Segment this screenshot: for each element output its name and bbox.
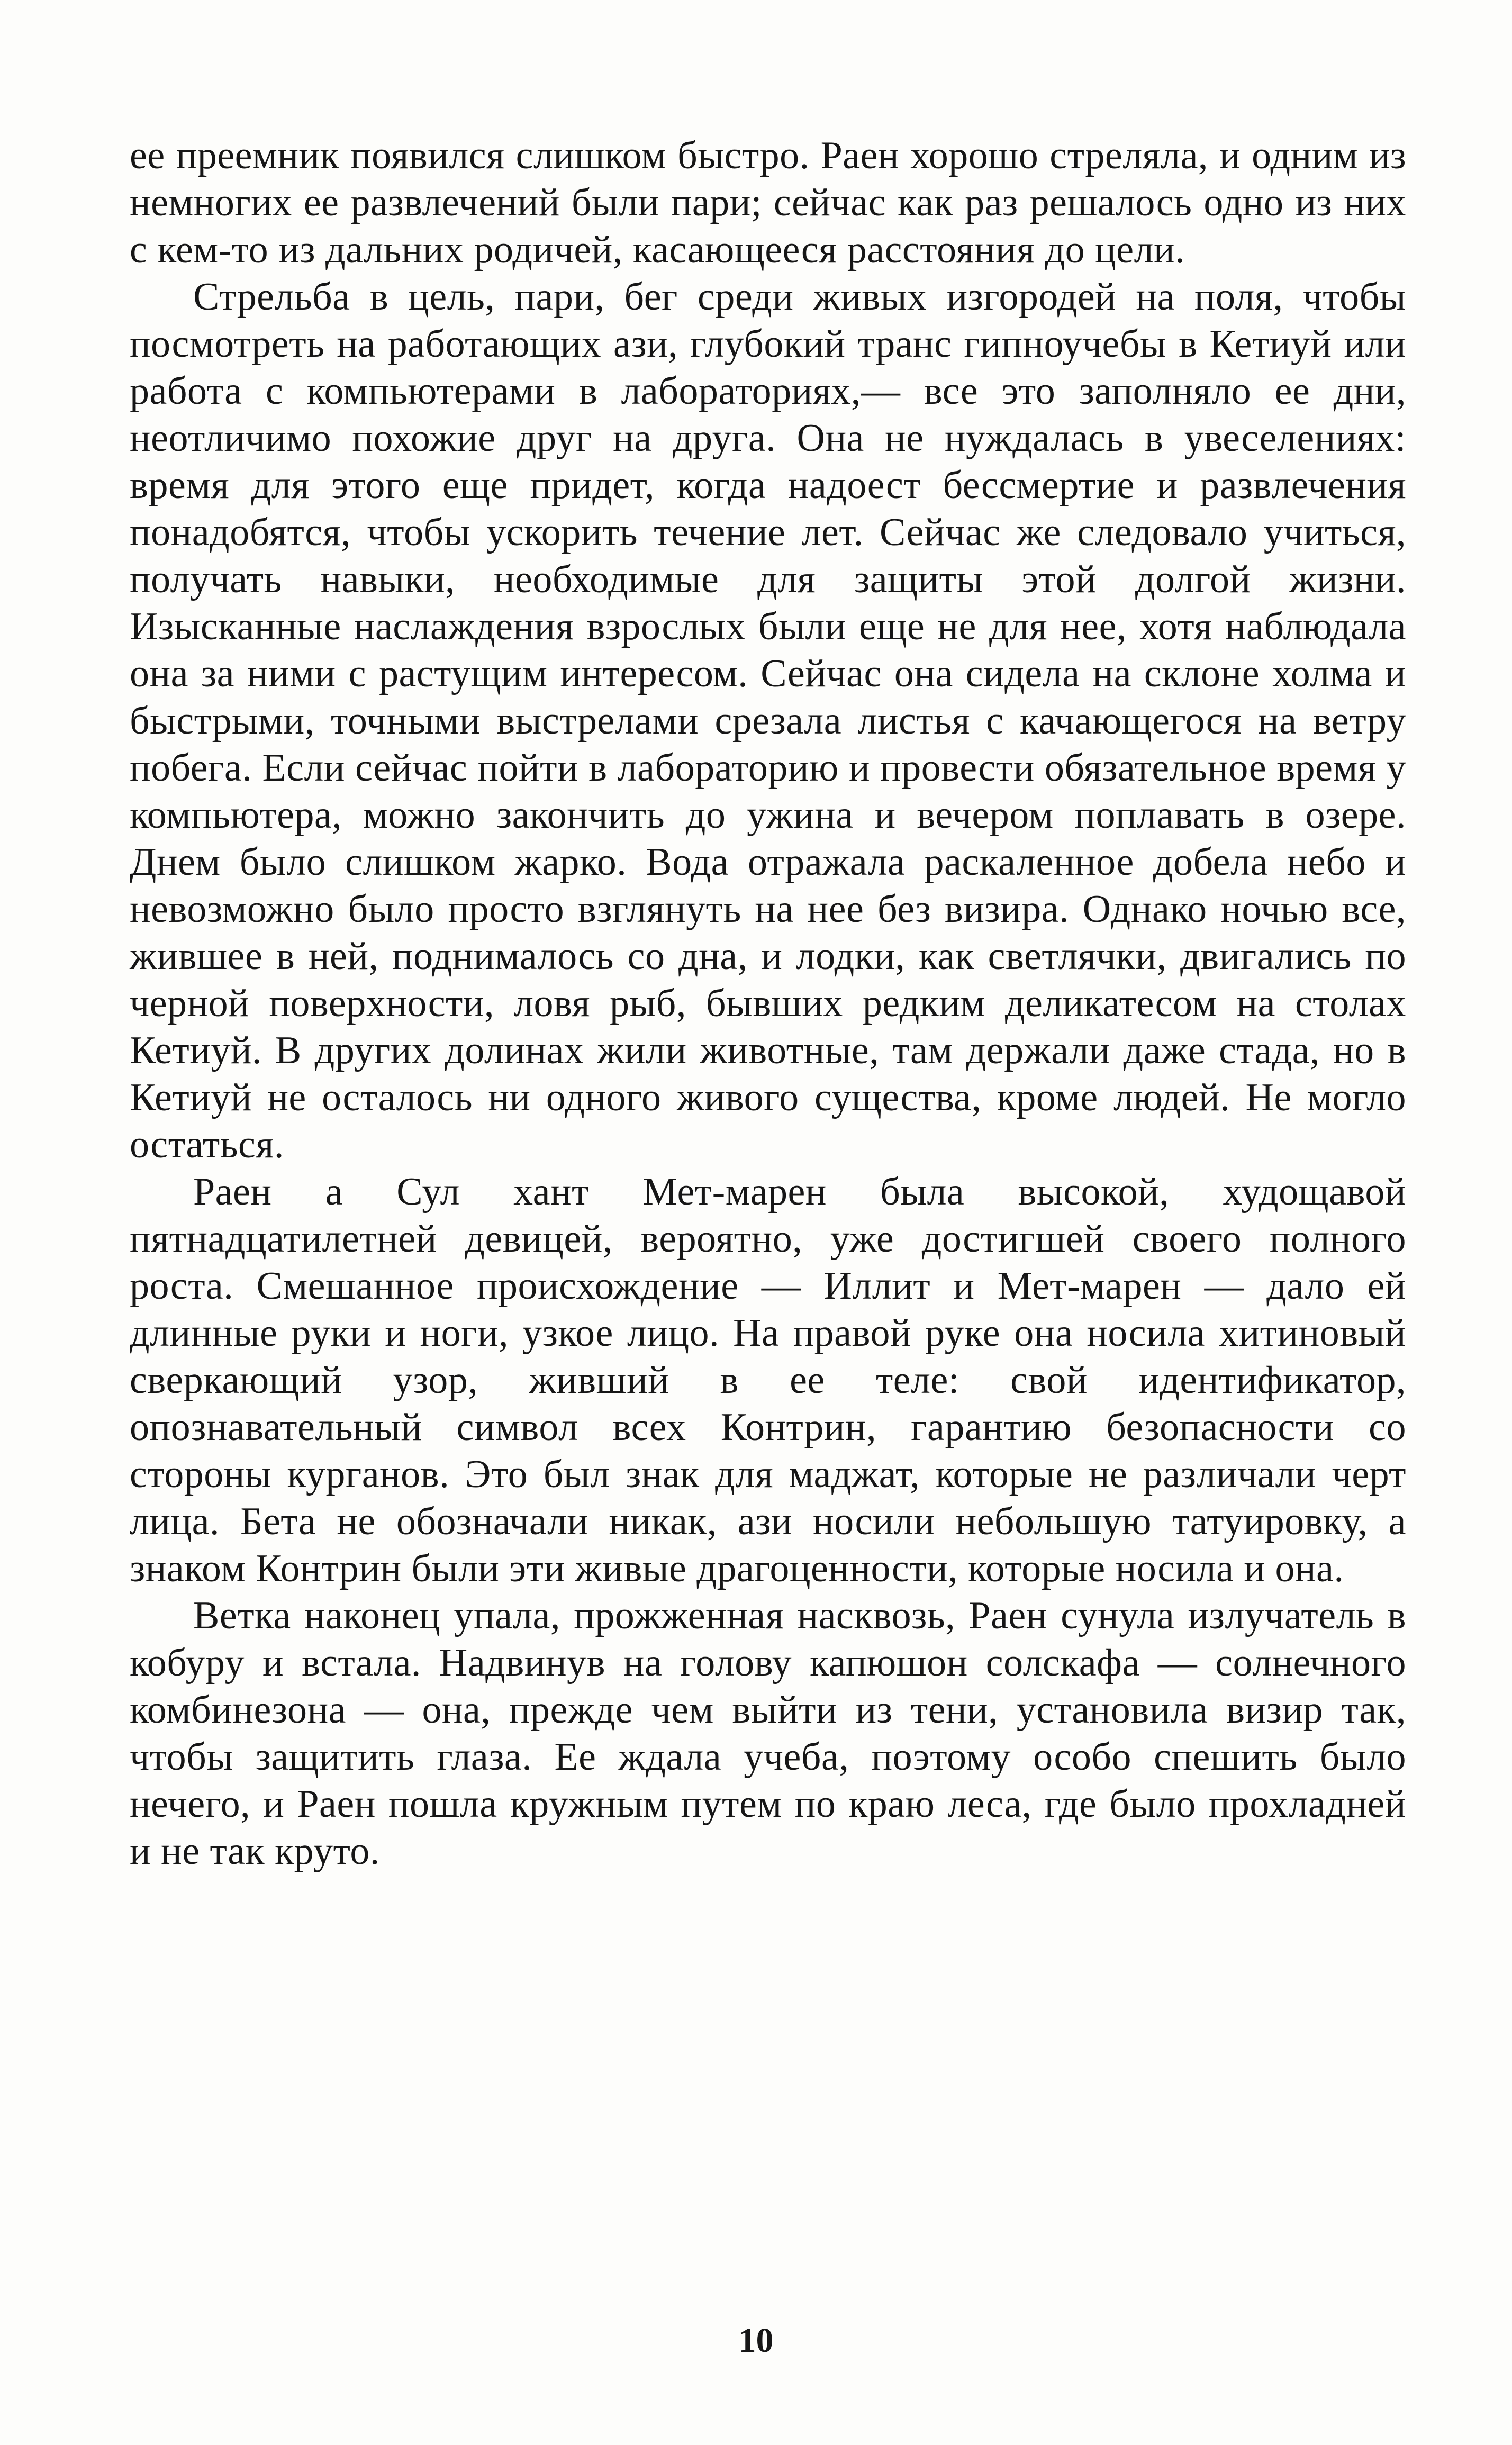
paragraph-4: Ветка наконец упала, прожженная насквозь, Раен сунула излучатель в кобуру и встала. Надвинув на голову капюшон солскафа — солнечного комбинезона — она, прежде чем выйти из тени, установила визир так, чтобы защитить глаза. Ее ждала учеба, поэтому особо спешить было нечего, и Раен пошла кружным путем по краю леса, где было прохладней и не так круто. — [130, 1594, 1406, 1873]
page-number: 10 — [738, 2321, 774, 2360]
paragraph-3: Раен а Сул хант Мет-марен была высокой, худощавой пятнадцатилетней девицей, вероятно, уже достигшей своего полного роста. Смешанное происхождение — Иллит и Мет-марен — дало ей длинные руки и ноги, узкое лицо. На правой руке она носила хитиновый сверкающий узор, живший в ее теле: свой идентификатор, опознавательный символ всех Контрин, гарантию безопасности со стороны курганов. Это был знак для маджат, которые не различали черт лица. Бета не обозначали никак, ази носили небольшую татуировку, а знаком Контрин были эти живые драгоценности, которые носила и она. — [130, 1170, 1406, 1590]
paragraph-2: Стрельба в цель, пари, бег среди живых изгородей на поля, чтобы посмотреть на работающих ази, глубокий транс гипноучебы в Кетиуй или работа с компьютерами в лабораториях,— все это заполняло ее дни, неотличимо похожие друг на друга. Она не нуждалась в увеселениях: время для этого еще придет, когда надоест бессмертие и развлечения понадобятся, чтобы ускорить течение лет. Сейчас же следовало учиться, получать навыки, необходимые для защиты этой долгой жизни. Изысканные наслаждения взрослых были еще не для нее, хотя наблюдала она за ними с растущим интересом. Сейчас она сидела на склоне холма и быстрыми, точными выстрелами срезала листья с качающегося на ветру побега. Если сейчас пойти в лабораторию и провести обязательное время у компьютера, можно закончить до ужина и вечером поплавать в озере. Днем было слишком жарко. Вода отражала раскаленное добела небо и невозможно было просто взглянуть на нее без визира. Однако ночью все, жившее в ней, поднималось со дна, и лодки, как светлячки, двигались по черной поверхности, ловя рыб, бывших редким деликатесом на столах Кетиуй. В других долинах жили животные, там держали даже стада, но в Кетиуй не осталось ни одного живого существа, кроме людей. Не могло остаться. — [130, 275, 1406, 1166]
paragraph-1: ее преемник появился слишком быстро. Раен хорошо стреляла, и одним из немногих ее развлечений были пари; сейчас как раз решалось одно из них с кем-то из дальних родичей, касающееся расстояния до цели. — [130, 134, 1406, 271]
page-text — [130, 132, 1406, 1875]
